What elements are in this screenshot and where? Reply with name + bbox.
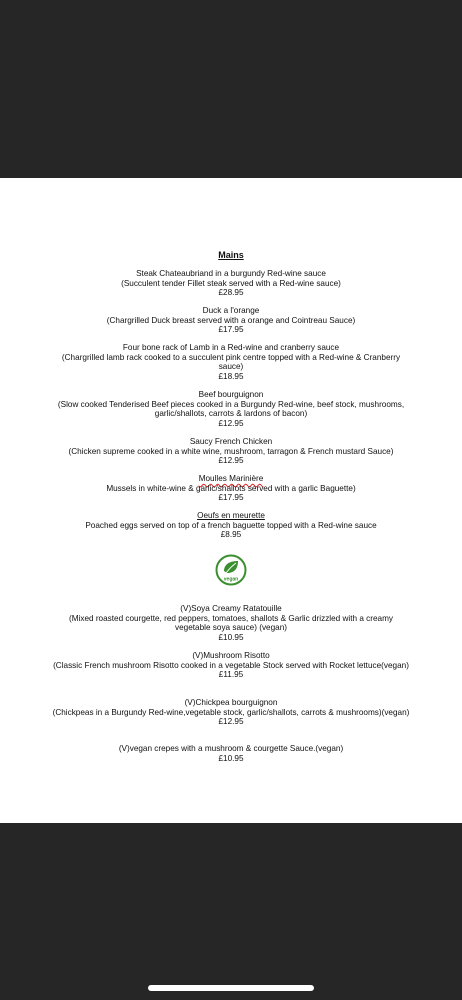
dish-item	[0, 437, 462, 466]
dish-price: £17.95	[218, 493, 244, 503]
dish-name: (V)Chickpea bourguignon	[184, 698, 278, 707]
vegan-dish-item	[0, 744, 462, 763]
home-indicator[interactable]	[148, 985, 314, 991]
top-dark-band	[0, 0, 462, 178]
dish-price: £12.95	[218, 418, 244, 428]
dish-description: (Slow cooked Tenderised Beef pieces cooked in a Burgundy Red-wine, beef stock, mushrooms, garlic/shallots, carrots & lardons of bacon)	[57, 399, 405, 419]
dish-price: £18.95	[218, 371, 244, 381]
dish-description: Mussels in white-wine & garlic/shallots served with a garlic Baguette)	[106, 483, 356, 493]
dish-item	[0, 306, 462, 335]
bottom-dark-band	[0, 823, 462, 1000]
dish-name: Four bone rack of Lamb in a Red-wine and cranberry sauce	[122, 343, 340, 352]
menu-heading: Mains	[218, 250, 244, 260]
dish-item	[0, 474, 462, 503]
dish-price: £17.95	[218, 325, 244, 335]
vegan-dish-item	[0, 698, 462, 727]
dish-item	[0, 343, 462, 381]
dish-name: (V)Mushroom Risotto	[192, 651, 270, 660]
dish-item	[0, 269, 462, 298]
vegan-dish-item	[0, 604, 462, 642]
vegan-dish-item	[0, 651, 462, 680]
dish-name: Beef bourguignon	[198, 390, 264, 399]
dish-item	[0, 511, 462, 540]
dish-description: (Succulent tender Fillet steak served with a Red-wine sauce)	[121, 278, 341, 288]
dish-name: Duck a l'orange	[202, 306, 260, 315]
dish-name: (V)vegan crepes with a mushroom & courgette Sauce.(vegan)	[118, 744, 344, 753]
dish-item	[0, 390, 462, 428]
dish-description: (Chargrilled Duck breast served with a orange and Cointreau Sauce)	[106, 315, 356, 325]
dish-name: Saucy French Chicken	[189, 437, 273, 446]
vegan-logo-text: vegan	[223, 576, 239, 583]
dish-description: (Classic French mushroom Risotto cooked in a vegetable Stock served with Rocket lettuce(vegan)	[53, 660, 409, 670]
dish-name: Moulles Marinière	[198, 474, 264, 483]
dish-price: £12.95	[218, 456, 244, 466]
dish-price: £8.95	[220, 530, 242, 540]
dish-price: £10.95	[218, 632, 244, 642]
dish-description: (Chicken supreme cooked in a white wine, mushroom, tarragon & French mustard Sauce)	[68, 446, 394, 456]
dish-name: (V)Soya Creamy Ratatouille	[180, 604, 282, 613]
dish-price: £11.95	[218, 670, 244, 680]
menu-page	[0, 178, 462, 823]
dish-description: (Mixed roasted courgette, red peppers, tomatoes, shallots & Garlic drizzled with a creamy vegetable soya sauce) (vegan)	[68, 613, 393, 633]
dish-description: (Chickpeas in a Burgundy Red-wine,vegetable stock, garlic/shallots, carrots & mushrooms)(vegan)	[52, 707, 410, 717]
dish-name: Steak Chateaubriand in a burgundy Red-wine sauce	[136, 269, 326, 278]
dish-description: (Chargrilled lamb rack cooked to a succulent pink centre topped with a Red-wine & Cranberry sauce)	[61, 352, 401, 372]
dish-price: £12.95	[218, 717, 244, 727]
dish-description: Poached eggs served on top of a french baguette topped with a Red-wine sauce	[85, 520, 377, 530]
dish-price: £10.95	[218, 753, 244, 763]
vegan-leaf-icon	[215, 554, 247, 586]
dish-price: £28.95	[218, 288, 244, 298]
dish-name: Oeufs en meurette	[197, 511, 265, 520]
